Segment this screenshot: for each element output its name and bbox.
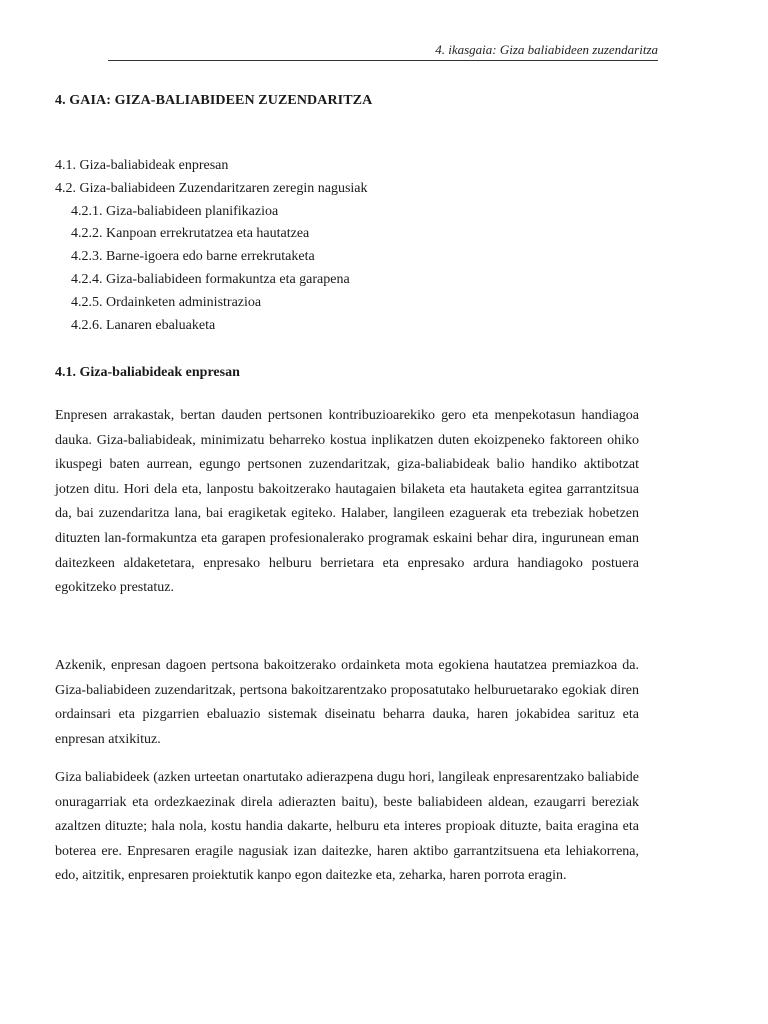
toc-item: 4.2. Giza-baliabideen Zuzendaritzaren zeregin nagusiak (55, 180, 368, 196)
section-title: 4.1. Giza-baliabideak enpresan (55, 365, 240, 380)
running-header: 4. ikasgaia: Giza baliabideen zuzendaritza (435, 42, 658, 57)
body-paragraph: Giza baliabideek (azken urteetan onartutako adierazpena dugu hori, langileak enpresarentzako baliabide onuragarriak eta ordezkaezinak direla adierazten baitu), beste baliabideen aldean, ezaugarri bereziak azaltzen dituzte; hala nola, kostu handia dakarte, helburu eta interes propioak dituzte, baita eragina eta boterea ere. Enpresaren eragile nagusiak izan daitezke, haren aktibo garrantzitsuena eta lehiakorrena, edo, aitzitik, enpresaren proiektutik kanpo egon daitezke eta, zeharka, haren porrota eragin. (55, 770, 639, 884)
toc-item: 4.2.1. Giza-baliabideen planifikazioa (71, 203, 279, 219)
header-rule (108, 60, 658, 61)
toc-item: 4.2.6. Lanaren ebaluaketa (71, 317, 216, 333)
body-paragraph: Azkenik, enpresan dagoen pertsona bakoitzerako ordainketa mota egokiena hautatzea premiazkoa da. Giza-baliabideen zuzendaritzak, pertsona bakoitzarentzako proposatutako helburuetarako egokiak diren ordainsari eta pizgarrien ebaluazio sistemak diseinatu beharra dauka, haren jokabidea sarituz eta enpresan atxikituz. (55, 658, 639, 747)
chapter-title: 4. GAIA: GIZA-BALIABIDEEN ZUZENDARITZA (55, 93, 373, 108)
body-paragraph: Enpresen arrakastak, bertan dauden pertsonen kontribuzioarekiko gero eta menpekotasun handiagoa dauka. Giza-baliabideak, minimizatu beharreko kostua inplikatzen duten ekoizpeneko faktoreen ohiko ikuspegi baten aurrean, egungo pertsonen zuzendaritzak, giza-baliabideak balio handiko aktibotzat jotzen ditu. Hori dela eta, lanpostu bakoitzerako hautagaien bilaketa eta hautaketa egitea garrantzitsua da, bai zuzendaritza lana, bai eragiketak egiteko. Halaber, langileen ezaguerak eta trebeziak hobetzen dituzten lan-formakuntza eta garapen profesionalerako programak eskaini behar dira, ingurunean eman daitezkeen aldaketetara, enpresako helburu berrietara eta enpresako ardura handiagoko postuera egokitzeko prestatuz. (55, 408, 639, 596)
toc-item: 4.2.2. Kanpoan errekrutatzea eta hautatzea (71, 226, 310, 242)
toc-item: 4.1. Giza-baliabideak enpresan (55, 158, 229, 173)
toc-item: 4.2.4. Giza-baliabideen formakuntza eta garapena (71, 271, 350, 287)
table-of-contents (55, 155, 368, 337)
toc-item: 4.2.5. Ordainketen administrazioa (71, 294, 262, 310)
toc-item: 4.2.3. Barne-igoera edo barne errekrutaketa (71, 249, 315, 265)
